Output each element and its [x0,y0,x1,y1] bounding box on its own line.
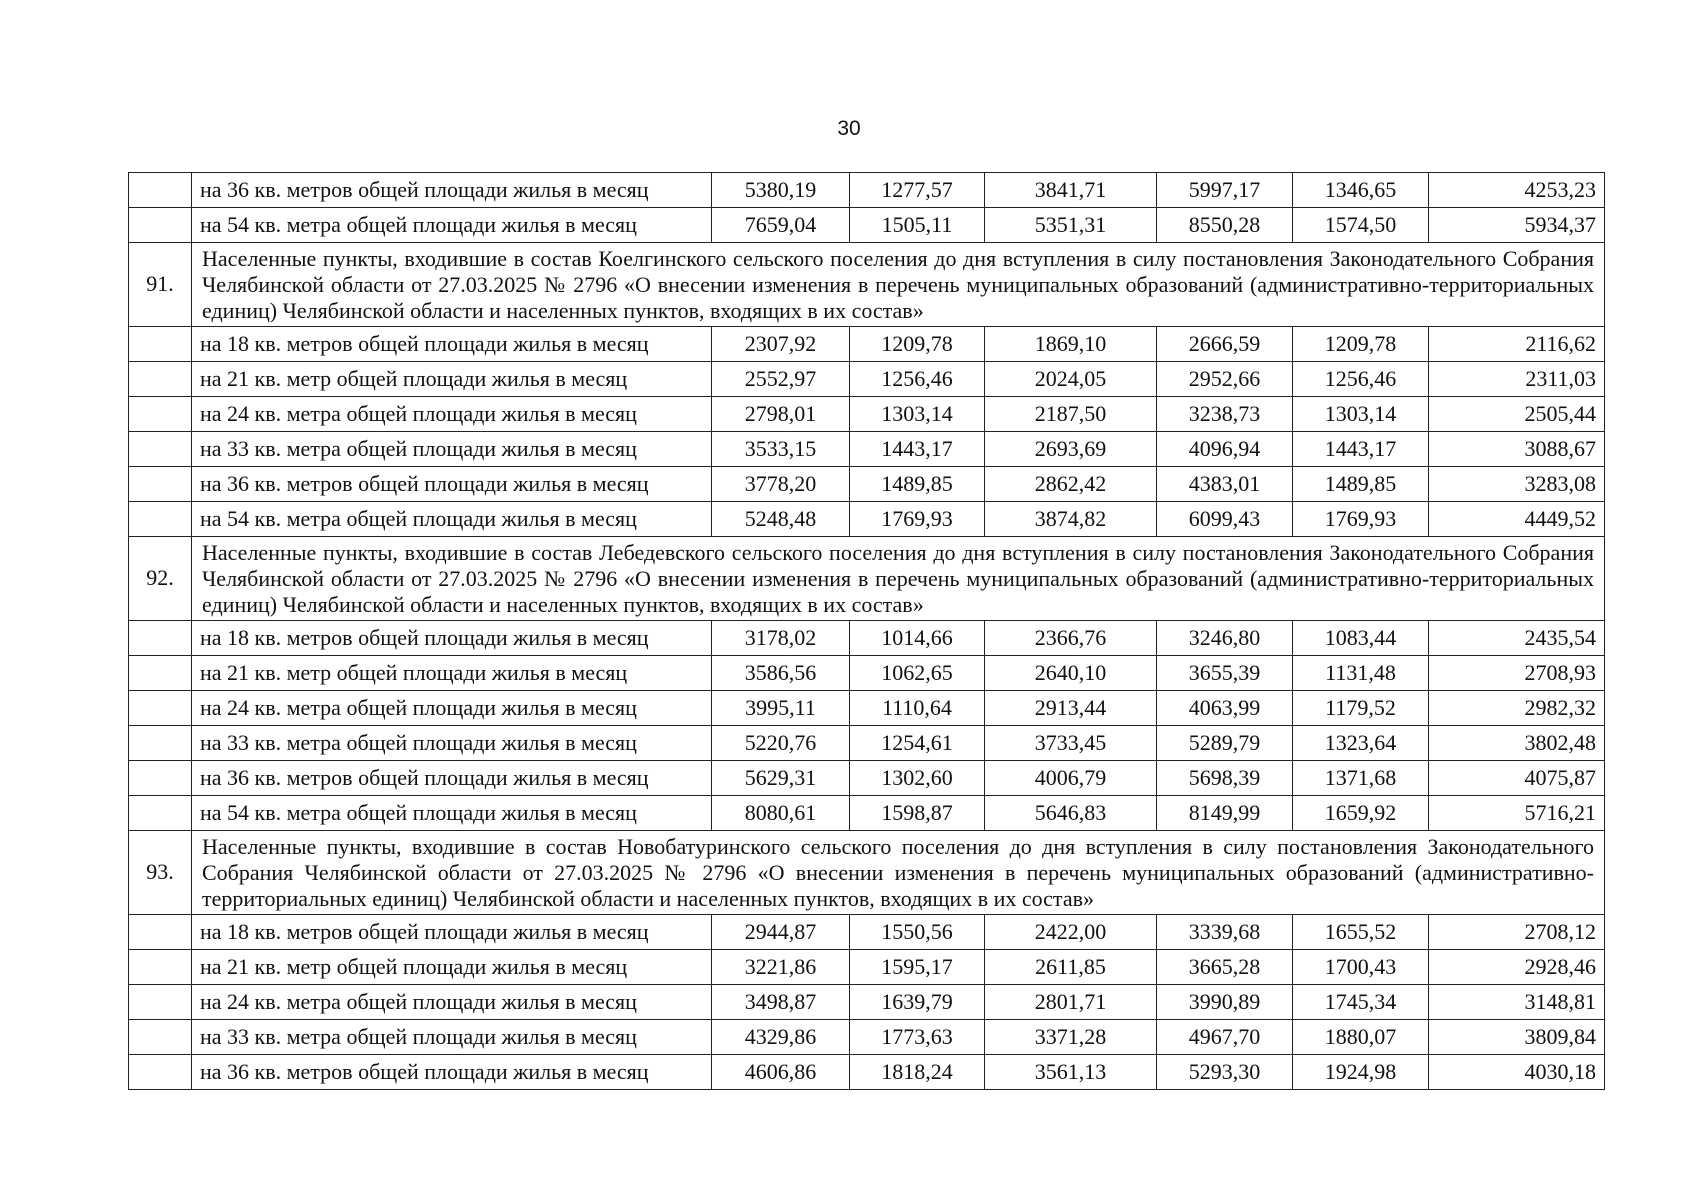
empty-number-cell [129,795,192,830]
value-cell: 5629,31 [712,760,850,795]
section-heading: Населенные пункты, входившие в состав Лебедевского сельского поселения до дня вступления в силу постановления Законодательного Собрания Челябинской области от 27.03.2025 № 2796 «О внесении изменения в перечень муниципальных образований (административно-территориальных единиц) Челябинской области и населенных пунктов, входящих в их состав» [192,536,1605,620]
table-row [129,361,1605,396]
empty-number-cell [129,361,192,396]
value-cell: 1924,98 [1293,1054,1429,1089]
table-row [129,208,1605,243]
value-cell: 2913,44 [985,690,1157,725]
value-cell: 2801,71 [985,984,1157,1019]
empty-number-cell [129,326,192,361]
row-label: на 18 кв. метров общей площади жилья в месяц [192,326,712,361]
table-row [129,984,1605,1019]
value-cell: 2505,44 [1429,396,1605,431]
value-cell: 3498,87 [712,984,850,1019]
value-cell: 3283,08 [1429,466,1605,501]
value-cell: 2928,46 [1429,949,1605,984]
row-label: на 24 кв. метра общей площади жилья в месяц [192,396,712,431]
empty-number-cell [129,501,192,536]
value-cell: 1489,85 [850,466,985,501]
value-cell: 4967,70 [1157,1019,1293,1054]
value-cell: 3339,68 [1157,914,1293,949]
value-cell: 1209,78 [850,326,985,361]
value-cell: 8550,28 [1157,208,1293,243]
value-cell: 1209,78 [1293,326,1429,361]
empty-number-cell [129,466,192,501]
value-cell: 2798,01 [712,396,850,431]
value-cell: 5716,21 [1429,795,1605,830]
value-cell: 3802,48 [1429,725,1605,760]
empty-number-cell [129,208,192,243]
value-cell: 5997,17 [1157,173,1293,208]
section-heading: Населенные пункты, входившие в состав Новобатуринского сельского поселения до дня вступления в силу постановления Законодательного Собрания Челябинской области от 27.03.2025 № 2796 «О внесении изменения в перечень муниципальных образований (административно-территориальных единиц) Челябинской области и населенных пунктов, входящих в их состав» [192,830,1605,914]
value-cell: 2422,00 [985,914,1157,949]
value-cell: 3088,67 [1429,431,1605,466]
value-cell: 3246,80 [1157,620,1293,655]
table-row [129,620,1605,655]
value-cell: 1323,64 [1293,725,1429,760]
value-cell: 1443,17 [850,431,985,466]
value-cell: 2307,92 [712,326,850,361]
value-cell: 5248,48 [712,501,850,536]
value-cell: 1277,57 [850,173,985,208]
empty-number-cell [129,655,192,690]
value-cell: 1598,87 [850,795,985,830]
value-cell: 1745,34 [1293,984,1429,1019]
value-cell: 1655,52 [1293,914,1429,949]
value-cell: 1131,48 [1293,655,1429,690]
empty-number-cell [129,949,192,984]
table-body [129,173,1605,1090]
section-heading: Населенные пункты, входившие в состав Коелгинского сельского поселения до дня вступления в силу постановления Законодательного Собрания Челябинской области от 27.03.2025 № 2796 «О внесении изменения в перечень муниципальных образований (административно-территориальных единиц) Челябинской области и населенных пунктов, входящих в их состав» [192,243,1605,327]
table-row [129,725,1605,760]
value-cell: 1659,92 [1293,795,1429,830]
table-row [129,655,1605,690]
table-row [129,466,1605,501]
table-row [129,1054,1605,1089]
value-cell: 3221,86 [712,949,850,984]
value-cell: 6099,43 [1157,501,1293,536]
value-cell: 1773,63 [850,1019,985,1054]
value-cell: 2611,85 [985,949,1157,984]
value-cell: 3733,45 [985,725,1157,760]
section-heading-row [129,243,1605,327]
empty-number-cell [129,431,192,466]
tariff-table [128,172,1605,1090]
value-cell: 5380,19 [712,173,850,208]
value-cell: 1254,61 [850,725,985,760]
value-cell: 4075,87 [1429,760,1605,795]
row-label: на 33 кв. метра общей площади жилья в месяц [192,1019,712,1054]
value-cell: 5220,76 [712,725,850,760]
row-label: на 54 кв. метра общей площади жилья в месяц [192,795,712,830]
value-cell: 1302,60 [850,760,985,795]
value-cell: 2708,12 [1429,914,1605,949]
value-cell: 4383,01 [1157,466,1293,501]
value-cell: 2640,10 [985,655,1157,690]
value-cell: 1062,65 [850,655,985,690]
value-cell: 3148,81 [1429,984,1605,1019]
section-number: 92. [129,536,192,620]
empty-number-cell [129,396,192,431]
value-cell: 1179,52 [1293,690,1429,725]
value-cell: 1371,68 [1293,760,1429,795]
value-cell: 1769,93 [850,501,985,536]
row-label: на 54 кв. метра общей площади жилья в месяц [192,208,712,243]
value-cell: 3809,84 [1429,1019,1605,1054]
value-cell: 2944,87 [712,914,850,949]
value-cell: 3178,02 [712,620,850,655]
value-cell: 4096,94 [1157,431,1293,466]
table-row [129,1019,1605,1054]
value-cell: 3841,71 [985,173,1157,208]
table-row [129,949,1605,984]
table-row [129,396,1605,431]
section-heading-row [129,536,1605,620]
value-cell: 1869,10 [985,326,1157,361]
value-cell: 1505,11 [850,208,985,243]
value-cell: 1443,17 [1293,431,1429,466]
value-cell: 1550,56 [850,914,985,949]
value-cell: 4449,52 [1429,501,1605,536]
value-cell: 3655,39 [1157,655,1293,690]
value-cell: 3778,20 [712,466,850,501]
value-cell: 1110,64 [850,690,985,725]
value-cell: 7659,04 [712,208,850,243]
value-cell: 1256,46 [850,361,985,396]
empty-number-cell [129,620,192,655]
value-cell: 2024,05 [985,361,1157,396]
table-row [129,431,1605,466]
row-label: на 21 кв. метр общей площади жилья в месяц [192,361,712,396]
value-cell: 3995,11 [712,690,850,725]
table-row [129,914,1605,949]
row-label: на 33 кв. метра общей площади жилья в месяц [192,725,712,760]
row-label: на 36 кв. метров общей площади жилья в месяц [192,466,712,501]
value-cell: 2116,62 [1429,326,1605,361]
value-cell: 8080,61 [712,795,850,830]
empty-number-cell [129,1019,192,1054]
table-row [129,795,1605,830]
value-cell: 1256,46 [1293,361,1429,396]
value-cell: 3990,89 [1157,984,1293,1019]
row-label: на 21 кв. метр общей площади жилья в месяц [192,949,712,984]
value-cell: 1083,44 [1293,620,1429,655]
table-row [129,173,1605,208]
value-cell: 2435,54 [1429,620,1605,655]
empty-number-cell [129,173,192,208]
empty-number-cell [129,914,192,949]
value-cell: 1346,65 [1293,173,1429,208]
value-cell: 4606,86 [712,1054,850,1089]
value-cell: 4063,99 [1157,690,1293,725]
empty-number-cell [129,690,192,725]
value-cell: 1818,24 [850,1054,985,1089]
value-cell: 3874,82 [985,501,1157,536]
table-row [129,690,1605,725]
value-cell: 1489,85 [1293,466,1429,501]
value-cell: 1574,50 [1293,208,1429,243]
row-label: на 54 кв. метра общей площади жилья в месяц [192,501,712,536]
row-label: на 36 кв. метров общей площади жилья в месяц [192,1054,712,1089]
value-cell: 3238,73 [1157,396,1293,431]
value-cell: 8149,99 [1157,795,1293,830]
value-cell: 4329,86 [712,1019,850,1054]
value-cell: 2862,42 [985,466,1157,501]
value-cell: 1700,43 [1293,949,1429,984]
value-cell: 5934,37 [1429,208,1605,243]
row-label: на 18 кв. метров общей площади жилья в месяц [192,914,712,949]
value-cell: 1595,17 [850,949,985,984]
value-cell: 4006,79 [985,760,1157,795]
value-cell: 1303,14 [1293,396,1429,431]
value-cell: 2366,76 [985,620,1157,655]
value-cell: 3561,13 [985,1054,1157,1089]
value-cell: 1639,79 [850,984,985,1019]
table-row [129,326,1605,361]
table-row [129,760,1605,795]
value-cell: 5293,30 [1157,1054,1293,1089]
table-row [129,501,1605,536]
row-label: на 36 кв. метров общей площади жилья в месяц [192,760,712,795]
value-cell: 2311,03 [1429,361,1605,396]
value-cell: 3371,28 [985,1019,1157,1054]
value-cell: 5698,39 [1157,760,1293,795]
row-label: на 18 кв. метров общей площади жилья в месяц [192,620,712,655]
value-cell: 2187,50 [985,396,1157,431]
value-cell: 4253,23 [1429,173,1605,208]
value-cell: 2552,97 [712,361,850,396]
value-cell: 2666,59 [1157,326,1293,361]
row-label: на 36 кв. метров общей площади жилья в месяц [192,173,712,208]
section-number: 93. [129,830,192,914]
row-label: на 21 кв. метр общей площади жилья в месяц [192,655,712,690]
row-label: на 24 кв. метра общей площади жилья в месяц [192,984,712,1019]
value-cell: 5351,31 [985,208,1157,243]
value-cell: 1769,93 [1293,501,1429,536]
value-cell: 2952,66 [1157,361,1293,396]
empty-number-cell [129,760,192,795]
value-cell: 5646,83 [985,795,1157,830]
value-cell: 2693,69 [985,431,1157,466]
value-cell: 3665,28 [1157,949,1293,984]
empty-number-cell [129,1054,192,1089]
value-cell: 3533,15 [712,431,850,466]
value-cell: 2708,93 [1429,655,1605,690]
row-label: на 33 кв. метра общей площади жилья в месяц [192,431,712,466]
value-cell: 3586,56 [712,655,850,690]
value-cell: 1014,66 [850,620,985,655]
page-number: 30 [837,117,861,140]
value-cell: 5289,79 [1157,725,1293,760]
empty-number-cell [129,725,192,760]
value-cell: 4030,18 [1429,1054,1605,1089]
section-number: 91. [129,243,192,327]
empty-number-cell [129,984,192,1019]
value-cell: 1880,07 [1293,1019,1429,1054]
value-cell: 2982,32 [1429,690,1605,725]
row-label: на 24 кв. метра общей площади жилья в месяц [192,690,712,725]
section-heading-row [129,830,1605,914]
value-cell: 1303,14 [850,396,985,431]
